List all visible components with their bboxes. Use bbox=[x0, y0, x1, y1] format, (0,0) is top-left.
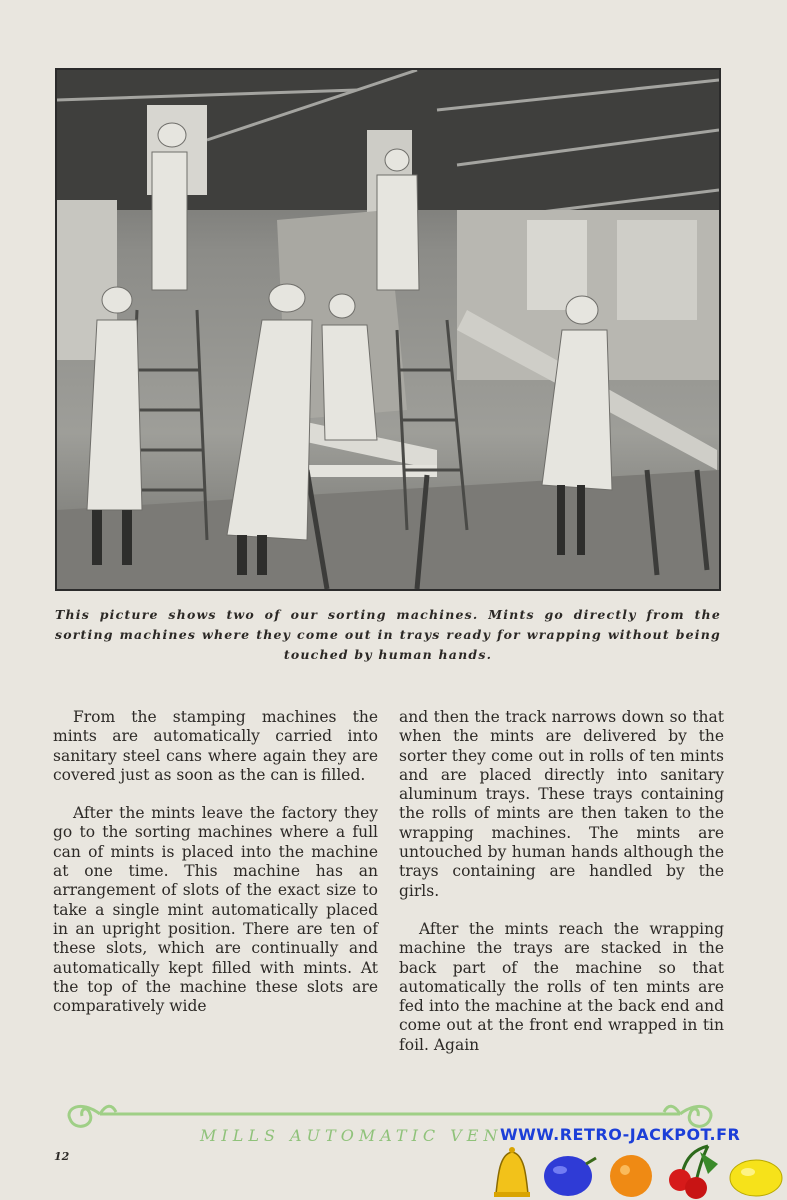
fruit-icons bbox=[486, 1144, 787, 1200]
right-column bbox=[399, 708, 724, 1074]
bell-icon bbox=[494, 1147, 530, 1197]
left-column bbox=[53, 708, 378, 1035]
plum-icon bbox=[544, 1156, 596, 1196]
paragraph: From the stamping machines the mints are automatically carried into sanitary steel cans where again they are covered just as soon as the can is filled. bbox=[53, 708, 378, 784]
photo-caption: This picture shows two of our sorting machines. Mints go directly from the sorting machines where they come out in trays ready for wrapping without being touched by human hands. bbox=[55, 607, 721, 662]
lemon-icon bbox=[730, 1160, 782, 1196]
factory-photo bbox=[55, 68, 721, 591]
page-number: 12 bbox=[54, 1150, 70, 1163]
paragraph: and then the track narrows down so that when the mints are delivered by the sorter they come out in rolls of ten mints and are placed directly into sanitary aluminum trays. These trays containing the rolls of mints are then taken to the wrapping machines. The mints are untouched by human hands although the trays containing are handled by the girls. bbox=[399, 708, 724, 900]
footer-title: MILLS AUTOMATIC VEN bbox=[200, 1126, 503, 1145]
paragraph: After the mints reach the wrapping machine the trays are stacked in the back part of the machine so that automatically the rolls of ten mints are fed into the machine at the back end and come out at the front end wrapped in tin foil. Again bbox=[399, 919, 724, 1054]
website-watermark: WWW.RETRO-JACKPOT.FR bbox=[500, 1125, 741, 1144]
cherries-icon bbox=[669, 1146, 718, 1199]
paragraph: After the mints leave the factory they go to the sorting machines where a full can of mints is placed into the machine at one time. This machine has an arrangement of slots of the exact size to take a single mint automatically placed in an upright position. There are ten of these slots, which are continually and automatically kept filled with mints. At the top of the machine these slots are comparatively wide bbox=[53, 804, 378, 1016]
sorting-machines-illustration bbox=[57, 70, 719, 589]
orange-icon bbox=[610, 1155, 652, 1197]
